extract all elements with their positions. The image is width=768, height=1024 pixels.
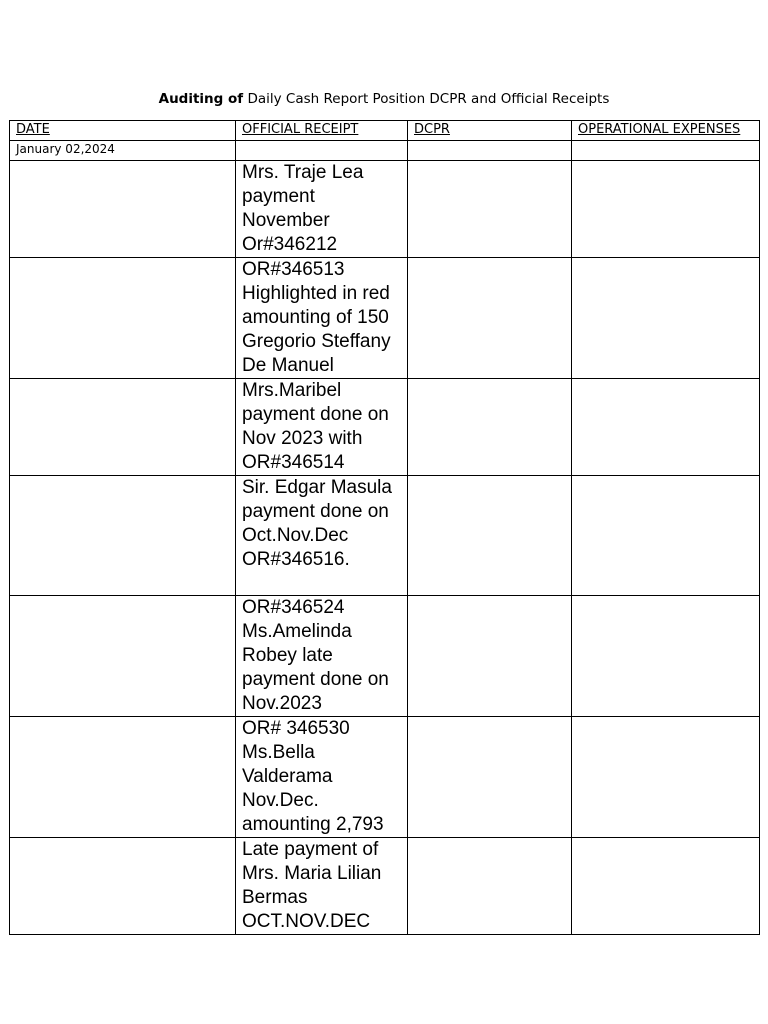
operational-expenses-cell xyxy=(572,161,760,258)
dcpr-cell xyxy=(408,838,572,935)
date-cell xyxy=(10,258,236,379)
table-row xyxy=(10,258,760,379)
official-receipt-cell: OR# 346530 Ms.Bella Valderama Nov.Dec. amounting 2,793 xyxy=(236,717,408,838)
date-cell xyxy=(10,161,236,258)
date-cell xyxy=(10,596,236,717)
operational-expenses-cell xyxy=(572,717,760,838)
table-row xyxy=(10,838,760,935)
date-cell xyxy=(10,379,236,476)
operational-expenses-cell xyxy=(572,596,760,717)
empty-cell xyxy=(236,141,408,161)
header-official-receipt: OFFICIAL RECEIPT xyxy=(236,121,408,141)
operational-expenses-cell xyxy=(572,258,760,379)
operational-expenses-cell xyxy=(572,379,760,476)
official-receipt-cell: Late payment of Mrs. Maria Lilian Bermas OCT.NOV.DEC xyxy=(236,838,408,935)
title-bold: Auditing of xyxy=(158,91,244,107)
dcpr-cell xyxy=(408,476,572,596)
official-receipt-cell: OR#346524 Ms.Amelinda Robey late payment done on Nov.2023 xyxy=(236,596,408,717)
dcpr-cell xyxy=(408,161,572,258)
operational-expenses-cell xyxy=(572,476,760,596)
date-cell: January 02,2024 xyxy=(10,141,236,161)
date-cell xyxy=(10,476,236,596)
official-receipt-cell: OR#346513 Highlighted in red amounting of 150 Gregorio Steffany De Manuel xyxy=(236,258,408,379)
document-title xyxy=(0,91,768,107)
header-operational-expenses: OPERATIONAL EXPENSES xyxy=(572,121,760,141)
audit-table xyxy=(9,120,760,935)
official-receipt-cell: Mrs. Traje Lea payment November Or#346212 xyxy=(236,161,408,258)
header-date: DATE xyxy=(10,121,236,141)
dcpr-cell xyxy=(408,258,572,379)
dcpr-cell xyxy=(408,596,572,717)
official-receipt-cell: Mrs.Maribel payment done on Nov 2023 with OR#346514 xyxy=(236,379,408,476)
operational-expenses-cell xyxy=(572,838,760,935)
header-dcpr: DCPR xyxy=(408,121,572,141)
header-row xyxy=(10,121,760,141)
dcpr-cell xyxy=(408,379,572,476)
table-row xyxy=(10,596,760,717)
date-row xyxy=(10,141,760,161)
table-row xyxy=(10,379,760,476)
table-row xyxy=(10,717,760,838)
official-receipt-cell: Sir. Edgar Masula payment done on Oct.Nov.Dec OR#346516. xyxy=(236,476,408,596)
empty-cell xyxy=(408,141,572,161)
date-cell xyxy=(10,717,236,838)
dcpr-cell xyxy=(408,717,572,838)
table-row xyxy=(10,476,760,596)
date-cell xyxy=(10,838,236,935)
table-row xyxy=(10,161,760,258)
empty-cell xyxy=(572,141,760,161)
title-rest: Daily Cash Report Position DCPR and Official Receipts xyxy=(247,91,610,107)
